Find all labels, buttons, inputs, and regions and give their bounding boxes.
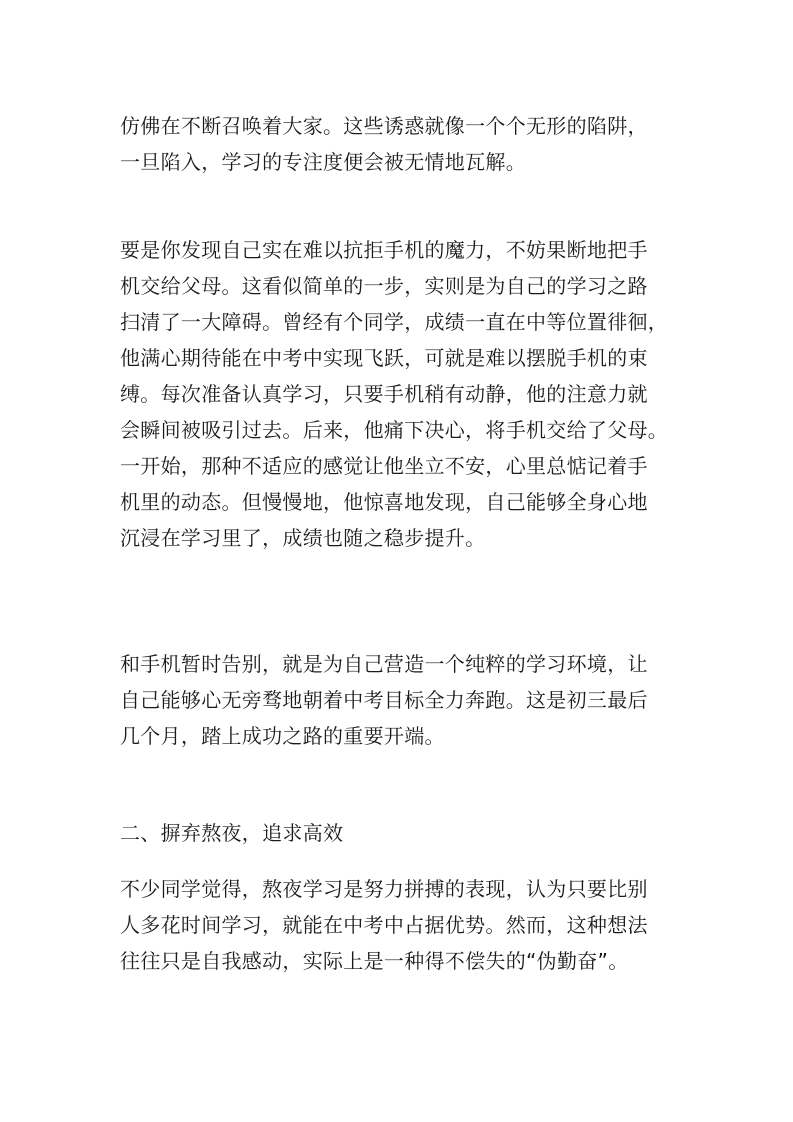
text-line: 缚。每次准备认真学习，只要手机稍有动静，他的注意力就 <box>120 382 648 406</box>
text-line: 一旦陷入，学习的专注度便会被无情地瓦解。 <box>120 150 526 174</box>
paragraph-temptation-trap <box>120 108 700 180</box>
text-line: 会瞬间被吸引过去。后来，他痛下决心，将手机交给了父母。 <box>120 418 669 442</box>
paragraph-farewell-to-phone <box>120 646 700 754</box>
text-line: 要是你发现自己实在难以抗拒手机的魔力，不妨果断地把手 <box>120 238 648 262</box>
text-line: 扫清了一大障碍。曾经有个同学，成绩一直在中等位置徘徊， <box>120 310 669 334</box>
text-line: 沉浸在学习里了，成绩也随之稳步提升。 <box>120 526 486 550</box>
section-heading <box>120 815 700 851</box>
text-line: 几个月，踏上成功之路的重要开端。 <box>120 724 445 748</box>
text-line: 自己能够心无旁骛地朝着中考目标全力奔跑。这是初三最后 <box>120 688 648 712</box>
paragraph-hand-phone-to-parents <box>120 232 700 556</box>
text-line: 仿佛在不断召唤着大家。这些诱惑就像一个个无形的陷阱， <box>120 114 648 138</box>
text-line: 不少同学觉得，熬夜学习是努力拼搏的表现，认为只要比别 <box>120 877 648 901</box>
text-line: 机里的动态。但慢慢地，他惊喜地发现，自己能够全身心地 <box>120 490 648 514</box>
text-line: 一开始，那种不适应的感觉让他坐立不安，心里总惦记着手 <box>120 454 648 478</box>
text-line: 和手机暂时告别，就是为自己营造一个纯粹的学习环境，让 <box>120 652 648 676</box>
text-line: 往往只是自我感动，实际上是一种得不偿失的“伪勤奋”。 <box>120 949 629 973</box>
paragraph-late-night-study <box>120 871 700 979</box>
section-heading-text: 二、摒弃熬夜，追求高效 <box>120 821 344 845</box>
text-line: 人多花时间学习，就能在中考中占据优势。然而，这种想法 <box>120 913 648 937</box>
text-line: 机交给父母。这看似简单的一步，实则是为自己的学习之路 <box>120 274 648 298</box>
text-line: 他满心期待能在中考中实现飞跃，可就是难以摆脱手机的束 <box>120 346 648 370</box>
